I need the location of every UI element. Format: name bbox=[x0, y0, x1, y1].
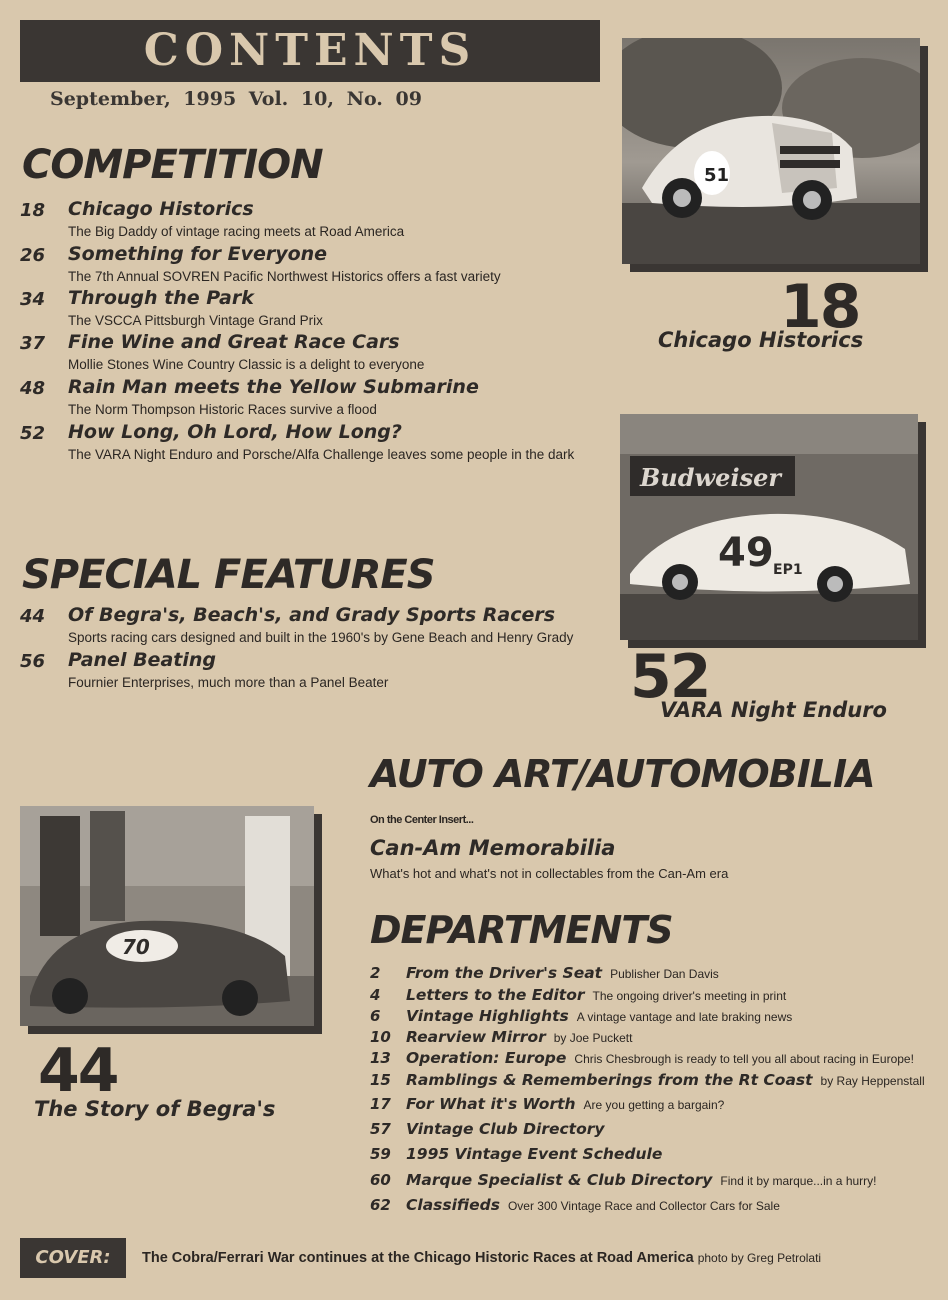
photo-page-number: 52 bbox=[630, 642, 710, 712]
center-insert-kicker: On the Center Insert... bbox=[370, 814, 474, 826]
department-entry[interactable] bbox=[370, 1007, 792, 1026]
dept-title[interactable]: Marque Specialist & Club Directory bbox=[406, 1171, 713, 1189]
photo-caption: Chicago Historics bbox=[658, 328, 864, 352]
photo-caption: VARA Night Enduro bbox=[660, 698, 887, 722]
entry-desc: The 7th Annual SOVREN Pacific Northwest Historics offers a fast variety bbox=[68, 269, 501, 284]
entry-title[interactable]: Through the Park bbox=[68, 287, 254, 309]
dept-title[interactable]: From the Driver's Seat bbox=[406, 964, 603, 982]
dept-page: 17 bbox=[370, 1095, 391, 1113]
auto-art-title[interactable]: Can-Am Memorabilia bbox=[370, 836, 616, 860]
department-entry[interactable] bbox=[370, 1120, 613, 1139]
entry-title[interactable]: Something for Everyone bbox=[68, 243, 328, 265]
entry-title[interactable]: Panel Beating bbox=[68, 649, 216, 671]
entry-page: 56 bbox=[20, 651, 46, 672]
department-entry[interactable] bbox=[370, 1196, 780, 1215]
entry-page: 18 bbox=[20, 200, 46, 221]
cobra-photo-image bbox=[622, 38, 920, 264]
auto-art-heading: AUTO ART/AUTOMOBILIA bbox=[370, 752, 875, 796]
photo-page-number: 18 bbox=[780, 272, 860, 342]
porsche-photo-image bbox=[620, 414, 918, 640]
dept-title[interactable]: For What it's Worth bbox=[406, 1095, 576, 1113]
competition-heading: COMPETITION bbox=[22, 142, 323, 188]
entry-desc: The VARA Night Enduro and Porsche/Alfa Challenge leaves some people in the dark bbox=[68, 447, 575, 462]
dept-page: 10 bbox=[370, 1028, 391, 1046]
porsche-car-number: 49 bbox=[718, 530, 774, 576]
budweiser-banner: Budweiser bbox=[640, 463, 781, 492]
dept-page: 13 bbox=[370, 1049, 391, 1067]
entry-desc: The Big Daddy of vintage racing meets at Road America bbox=[68, 224, 405, 239]
dept-title[interactable]: Ramblings & Rememberings from the Rt Coast bbox=[406, 1071, 813, 1089]
dept-title[interactable]: Classifieds bbox=[406, 1196, 500, 1214]
photo-porsche[interactable] bbox=[620, 414, 918, 640]
cobra-car-number: 51 bbox=[704, 165, 730, 186]
entry-title[interactable]: Chicago Historics bbox=[68, 198, 254, 220]
dept-desc: Chris Chesbrough is ready to tell you all about racing in Europe! bbox=[574, 1052, 914, 1066]
department-entry[interactable] bbox=[370, 1171, 877, 1190]
special-features-heading: SPECIAL FEATURES bbox=[22, 552, 435, 598]
dept-desc: Publisher Dan Davis bbox=[610, 967, 719, 981]
entry-desc: Sports racing cars designed and built in the 1960's by Gene Beach and Henry Grady bbox=[68, 630, 574, 645]
masthead-title: CONTENTS bbox=[143, 25, 477, 76]
department-entry[interactable] bbox=[370, 1049, 914, 1068]
dept-page: 57 bbox=[370, 1120, 391, 1138]
dept-title[interactable]: Rearview Mirror bbox=[406, 1028, 546, 1046]
department-entry[interactable] bbox=[370, 1095, 724, 1114]
dept-page: 60 bbox=[370, 1171, 391, 1189]
cover-photo-credit: photo by Greg Petrolati bbox=[697, 1251, 822, 1265]
department-entry[interactable] bbox=[370, 1145, 670, 1164]
entry-title[interactable]: How Long, Oh Lord, How Long? bbox=[68, 421, 402, 443]
dept-title[interactable]: Letters to the Editor bbox=[406, 986, 585, 1004]
departments-heading: DEPARTMENTS bbox=[370, 908, 673, 952]
entry-desc: Fournier Enterprises, much more than a Panel Beater bbox=[68, 675, 389, 690]
entry-desc: The Norm Thompson Historic Races survive a flood bbox=[68, 402, 377, 417]
dept-desc: by Ray Heppenstall bbox=[820, 1074, 925, 1088]
department-entry[interactable] bbox=[370, 986, 786, 1005]
entry-title[interactable]: Rain Man meets the Yellow Submarine bbox=[68, 376, 479, 398]
photo-cobra[interactable] bbox=[622, 38, 920, 264]
dept-page: 62 bbox=[370, 1196, 391, 1214]
porsche-car-class: EP1 bbox=[773, 562, 803, 578]
entry-page: 26 bbox=[20, 245, 46, 266]
dept-page: 2 bbox=[370, 964, 381, 982]
auto-art-desc: What's hot and what's not in collectables from the Can-Am era bbox=[370, 866, 729, 881]
dept-page: 15 bbox=[370, 1071, 391, 1089]
dept-desc: by Joe Puckett bbox=[553, 1031, 633, 1045]
dept-title[interactable]: Vintage Club Directory bbox=[406, 1120, 605, 1138]
entry-title[interactable]: Of Begra's, Beach's, and Grady Sports Racers bbox=[68, 604, 556, 626]
dept-page: 59 bbox=[370, 1145, 391, 1163]
entry-desc: The VSCCA Pittsburgh Vintage Grand Prix bbox=[68, 313, 323, 328]
dept-desc: Find it by marque...in a hurry! bbox=[720, 1174, 877, 1188]
dept-title[interactable]: 1995 Vintage Event Schedule bbox=[406, 1145, 663, 1163]
issue-line: September, 1995 Vol. 10, No. 09 bbox=[50, 88, 422, 110]
photo-caption: The Story of Begra's bbox=[34, 1097, 276, 1121]
entry-page: 48 bbox=[20, 378, 46, 399]
department-entry[interactable] bbox=[370, 964, 719, 983]
dept-title[interactable]: Operation: Europe bbox=[406, 1049, 567, 1067]
begra-photo-image bbox=[20, 806, 314, 1026]
entry-page: 34 bbox=[20, 289, 46, 310]
photo-begra[interactable] bbox=[20, 806, 314, 1026]
entry-title[interactable]: Fine Wine and Great Race Cars bbox=[68, 331, 400, 353]
dept-desc: Are you getting a bargain? bbox=[583, 1098, 725, 1112]
dept-page: 4 bbox=[370, 986, 381, 1004]
cover-label: COVER: bbox=[35, 1247, 111, 1268]
entry-page: 44 bbox=[20, 606, 46, 627]
entry-page: 52 bbox=[20, 423, 46, 444]
department-entry[interactable] bbox=[370, 1071, 925, 1090]
entry-desc: Mollie Stones Wine Country Classic is a delight to everyone bbox=[68, 357, 425, 372]
photo-page-number: 44 bbox=[38, 1036, 118, 1106]
begra-car-number: 70 bbox=[122, 935, 150, 959]
department-entry[interactable] bbox=[370, 1028, 632, 1047]
entry-page: 37 bbox=[20, 333, 46, 354]
dept-title[interactable]: Vintage Highlights bbox=[406, 1007, 569, 1025]
dept-desc: A vintage vantage and late braking news bbox=[576, 1010, 793, 1024]
dept-desc: The ongoing driver's meeting in print bbox=[592, 989, 787, 1003]
dept-page: 6 bbox=[370, 1007, 381, 1025]
cover-text: The Cobra/Ferrari War continues at the Chicago Historic Races at Road America bbox=[142, 1250, 694, 1266]
dept-desc: Over 300 Vintage Race and Collector Cars for Sale bbox=[507, 1199, 780, 1213]
cover-description bbox=[142, 1250, 821, 1266]
